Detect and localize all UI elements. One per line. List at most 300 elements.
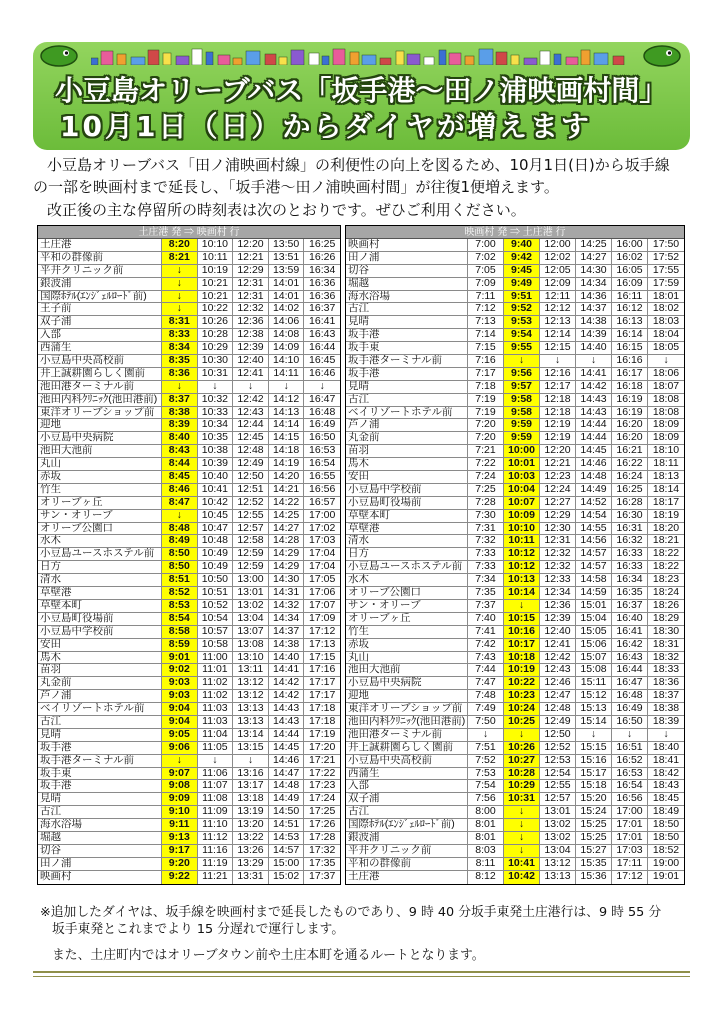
departure-time: 14:39: [576, 329, 612, 341]
table-row: [38, 690, 340, 703]
bus-icon: [39, 43, 79, 67]
table-row: [346, 664, 684, 677]
table-row: [38, 561, 340, 574]
table-row: [38, 780, 340, 793]
departure-time: 17:24: [309, 793, 336, 805]
departure-time: 12:15: [540, 342, 576, 354]
departure-time: 7:33: [468, 561, 504, 573]
new-trip-time: 8:48: [162, 523, 198, 535]
stop-name: 丸山: [346, 652, 468, 664]
stop-name: 坂手港: [346, 329, 468, 341]
departure-time: 14:30: [576, 265, 612, 277]
building-icon: [148, 50, 159, 65]
table-row: [38, 664, 340, 677]
intro-line3: 改正後の主な停留所の時刻表は次のとおりです。ぜひご利用ください。: [47, 201, 526, 219]
departure-time: 7:56: [468, 793, 504, 805]
table-row: [346, 471, 684, 484]
departure-time: 13:22: [233, 832, 269, 844]
departure-time: 12:40: [233, 355, 269, 367]
departure-time: 10:52: [198, 600, 234, 612]
departure-time: 12:31: [540, 535, 576, 547]
building-icon: [350, 52, 359, 65]
table-row: [346, 793, 684, 806]
stop-name: 入部: [38, 329, 162, 341]
building-icon: [581, 50, 590, 65]
departure-time: 15:14: [576, 716, 612, 728]
departure-time: 18:02: [652, 303, 680, 315]
stop-name: ベイリゾートホテル前: [38, 703, 162, 715]
departure-time: 13:12: [233, 677, 269, 689]
new-trip-time: 10:22: [504, 677, 540, 689]
stop-name: 双子浦: [346, 793, 468, 805]
departure-time: 15:27: [576, 845, 612, 857]
table-row: [346, 832, 684, 845]
departure-time: 16:18: [612, 381, 648, 393]
departure-time: 10:57: [198, 626, 234, 638]
departure-time: 14:41: [269, 664, 305, 676]
departure-time: 7:00: [468, 239, 504, 251]
new-trip-time: 10:24: [504, 703, 540, 715]
table-row: [346, 742, 684, 755]
departure-time: 18:13: [652, 471, 680, 483]
new-trip-time: 10:29: [504, 780, 540, 792]
table-row: [38, 291, 340, 304]
departure-time: 17:23: [309, 780, 336, 792]
departure-time: 10:21: [198, 278, 234, 290]
departure-time: 17:55: [652, 264, 680, 276]
table-row: [38, 703, 340, 716]
building-icon: [511, 55, 519, 65]
building-icon: [101, 51, 113, 65]
new-trip-time: 8:46: [162, 484, 198, 496]
departure-time: 14:38: [269, 639, 305, 651]
departure-time: 16:33: [612, 548, 648, 560]
departure-time: 14:48: [269, 780, 305, 792]
departure-time: 10:29: [198, 342, 234, 354]
stop-name: 双子浦: [38, 316, 162, 328]
departure-time: 14:42: [269, 677, 305, 689]
new-trip-time: ↓: [162, 381, 198, 393]
timetable-outbound: [37, 225, 341, 885]
departure-time: 12:29: [540, 510, 576, 522]
building-icon: [362, 55, 376, 65]
stop-name: 平和の群像前: [38, 252, 162, 264]
intro-line1: 小豆島オリーブバス「田ノ浦映画村線」の利便性の向上を図るため、10月1日(日)から坂手線: [47, 156, 670, 174]
departure-time: 16:25: [309, 239, 336, 250]
stop-name: 小豆島中央病院: [38, 432, 162, 444]
departure-time: 14:47: [269, 768, 305, 780]
departure-time: 10:47: [198, 523, 234, 535]
departure-time: 10:41: [198, 484, 234, 496]
departure-time: 12:48: [233, 445, 269, 457]
departure-time: 10:19: [198, 265, 234, 277]
departure-time: 12:54: [540, 768, 576, 780]
departure-time: 17:01: [612, 832, 648, 844]
stop-name: 小豆島中学校前: [38, 626, 162, 638]
new-trip-time: 9:04: [162, 703, 198, 715]
departure-time: 16:40: [612, 613, 648, 625]
departure-time: 12:40: [540, 626, 576, 638]
stop-name: 堀越: [38, 832, 162, 844]
table-row: [346, 252, 684, 265]
departure-time: 10:48: [198, 535, 234, 547]
building-icon: [594, 53, 608, 65]
departure-time: 14:49: [576, 484, 612, 496]
departure-time: 16:33: [612, 561, 648, 573]
new-trip-time: 10:04: [504, 484, 540, 496]
table-row: [346, 239, 684, 252]
departure-time: 18:08: [652, 406, 680, 418]
departure-time: 18:04: [652, 329, 680, 341]
departure-time: 12:16: [540, 368, 576, 380]
departure-time: 17:03: [612, 845, 648, 857]
new-trip-time: 10:09: [504, 510, 540, 522]
departure-time: 18:19: [652, 509, 680, 521]
departure-time: 12:00: [540, 239, 576, 251]
departure-time: 7:20: [468, 432, 504, 444]
table-row: [38, 432, 340, 445]
departure-time: 10:51: [198, 587, 234, 599]
table-row: [346, 535, 684, 548]
departure-time: 12:50: [540, 729, 576, 741]
building-icon: [479, 49, 493, 65]
departure-time: 12:43: [540, 664, 576, 676]
table-row: [38, 858, 340, 871]
departure-time: 17:17: [309, 690, 336, 702]
departure-time: 14:25: [576, 239, 612, 251]
departure-time: 18:40: [652, 741, 680, 753]
building-icon: [233, 58, 242, 65]
departure-time: 13:14: [233, 729, 269, 741]
departure-time: 16:24: [612, 471, 648, 483]
departure-time: 8:01: [468, 832, 504, 844]
departure-time: 14:59: [576, 587, 612, 599]
stop-name: 草壁港: [346, 523, 468, 535]
departure-time: 16:49: [309, 419, 336, 431]
stop-name: 竹生: [346, 626, 468, 638]
departure-time: 13:31: [233, 871, 269, 884]
departure-time: 14:32: [269, 600, 305, 612]
table-row: [346, 871, 684, 884]
intro-line2: の一部を映画村まで延長し、「坂手港～田ノ浦映画村間」が往復1便増えます。: [33, 178, 559, 196]
departure-time: ↓: [612, 729, 648, 741]
stop-name: 安田: [38, 639, 162, 651]
departure-time: 11:03: [198, 703, 234, 715]
new-trip-time: 9:06: [162, 742, 198, 754]
departure-time: 16:13: [612, 316, 648, 328]
departure-time: 16:41: [309, 316, 336, 328]
table-row: [346, 316, 684, 329]
table-row: [38, 458, 340, 471]
building-icon: [291, 50, 304, 65]
stop-name: 迎地: [346, 690, 468, 702]
table-row: [38, 381, 340, 394]
departure-time: 15:18: [576, 780, 612, 792]
new-trip-time: ↓: [162, 755, 198, 767]
new-trip-time: 9:02: [162, 664, 198, 676]
departure-time: 15:11: [576, 677, 612, 689]
stop-name: 切谷: [346, 265, 468, 277]
stop-name: 銀波浦: [38, 278, 162, 290]
new-trip-time: ↓: [162, 265, 198, 277]
stop-name: ベイリゾートホテル前: [346, 407, 468, 419]
departure-time: 14:57: [576, 561, 612, 573]
new-trip-time: 10:31: [504, 793, 540, 805]
departure-time: 12:55: [540, 780, 576, 792]
departure-time: 7:35: [468, 587, 504, 599]
stop-name: 池田港ターミナル前: [38, 381, 162, 393]
stop-name: 苗羽: [346, 445, 468, 457]
departure-time: 12:47: [540, 690, 576, 702]
table-row: [38, 755, 340, 768]
stop-name: 土庄港: [346, 871, 468, 884]
departure-time: 18:45: [652, 793, 680, 805]
departure-time: 12:32: [540, 561, 576, 573]
departure-time: 14:25: [269, 510, 305, 522]
departure-time: 16:51: [612, 742, 648, 754]
departure-time: 13:13: [233, 703, 269, 715]
table-row: [38, 677, 340, 690]
departure-time: 18:23: [652, 574, 680, 586]
departure-time: 17:25: [309, 806, 336, 818]
table-row: [346, 381, 684, 394]
departure-time: 11:05: [198, 742, 234, 754]
new-trip-time: 10:01: [504, 458, 540, 470]
new-trip-time: 9:05: [162, 729, 198, 741]
table-row: [346, 510, 684, 523]
new-trip-time: 10:12: [504, 548, 540, 560]
departure-time: 13:29: [233, 858, 269, 870]
departure-time: 15:16: [576, 755, 612, 767]
table-row: [38, 729, 340, 742]
departure-time: 11:21: [198, 871, 234, 884]
departure-time: 13:01: [540, 806, 576, 818]
departure-time: 11:04: [198, 729, 234, 741]
departure-time: ↓: [576, 355, 612, 367]
departure-time: 16:00: [612, 239, 648, 251]
departure-time: 10:45: [198, 510, 234, 522]
stop-name: 坂手東: [38, 768, 162, 780]
departure-time: 12:48: [540, 703, 576, 715]
departure-time: 7:53: [468, 768, 504, 780]
departure-time: 16:05: [612, 265, 648, 277]
departure-time: 18:09: [652, 432, 680, 444]
departure-time: 12:20: [233, 239, 269, 251]
stop-name: 古江: [346, 303, 468, 315]
stop-name: 国際ﾎﾃﾙ(ｴﾝｼﾞｪﾙﾛｰﾄﾞ前): [38, 291, 162, 303]
building-icon: [449, 53, 461, 65]
table-row: [346, 729, 684, 742]
departure-time: 7:44: [468, 664, 504, 676]
stop-name: 坂手港: [38, 742, 162, 754]
departure-time: 12:32: [233, 303, 269, 315]
departure-time: 7:11: [468, 291, 504, 303]
departure-time: 13:02: [233, 600, 269, 612]
new-trip-time: 10:00: [504, 445, 540, 457]
departure-time: 12:53: [540, 755, 576, 767]
stop-name: 丸金前: [38, 677, 162, 689]
new-trip-time: ↓: [162, 291, 198, 303]
departure-time: 12:11: [540, 291, 576, 303]
stop-name: 水木: [38, 535, 162, 547]
stop-name: 日方: [346, 548, 468, 560]
departure-time: 16:47: [309, 393, 336, 405]
stop-name: サン・オリーブ: [38, 510, 162, 522]
new-trip-time: 9:51: [504, 291, 540, 303]
departure-time: 17:59: [652, 277, 680, 289]
departure-time: 13:16: [233, 768, 269, 780]
departure-time: 7:42: [468, 639, 504, 651]
departure-time: 7:34: [468, 574, 504, 586]
building-icon: [246, 51, 260, 65]
new-trip-time: 10:03: [504, 471, 540, 483]
departure-time: 14:08: [269, 329, 305, 341]
stop-name: 見晴: [346, 316, 468, 328]
building-icon: [396, 51, 404, 65]
departure-time: 12:30: [540, 523, 576, 535]
stop-name: 水木: [346, 574, 468, 586]
departure-time: 17:37: [309, 870, 336, 882]
departure-time: 15:07: [576, 652, 612, 664]
departure-time: 7:30: [468, 510, 504, 522]
stop-name: 小豆島ユースホステル前: [346, 561, 468, 573]
new-trip-time: 9:52: [504, 303, 540, 315]
departure-time: 10:33: [198, 407, 234, 419]
departure-time: 17:00: [612, 806, 648, 818]
departure-time: 7:15: [468, 342, 504, 354]
departure-time: 17:09: [309, 612, 336, 624]
departure-time: 17:21: [309, 754, 336, 766]
departure-time: 17:03: [309, 535, 336, 547]
departure-time: 7:12: [468, 303, 504, 315]
stop-name: 小豆島中央高校前: [38, 355, 162, 367]
departure-time: 16:42: [612, 639, 648, 651]
stop-name: 馬木: [38, 652, 162, 664]
departure-time: 16:16: [612, 355, 648, 367]
departure-time: 16:53: [309, 445, 336, 457]
departure-time: 7:37: [468, 600, 504, 612]
departure-time: 8:01: [468, 819, 504, 831]
new-trip-time: 10:23: [504, 690, 540, 702]
departure-time: 18:03: [652, 316, 680, 328]
new-trip-time: 8:31: [162, 316, 198, 328]
table-row: [346, 278, 684, 291]
departure-time: 16:43: [612, 652, 648, 664]
new-trip-time: 8:58: [162, 626, 198, 638]
new-trip-time: ↓: [162, 510, 198, 522]
departure-time: 12:27: [540, 497, 576, 509]
table-row: [38, 355, 340, 368]
departure-time: 14:49: [269, 793, 305, 805]
departure-time: 17:50: [652, 239, 680, 250]
table-row: [38, 445, 340, 458]
departure-time: 17:17: [309, 677, 336, 689]
table-row: [38, 407, 340, 420]
departure-time: 7:41: [468, 626, 504, 638]
stop-name: 芦ノ浦: [38, 690, 162, 702]
departure-time: 16:11: [612, 291, 648, 303]
table-row: [38, 806, 340, 819]
new-trip-time: 10:42: [504, 871, 540, 884]
departure-time: 11:02: [198, 677, 234, 689]
departure-time: 14:48: [576, 471, 612, 483]
departure-time: 7:49: [468, 703, 504, 715]
table-row: [38, 639, 340, 652]
stop-name: 迎地: [38, 419, 162, 431]
departure-time: 10:26: [198, 316, 234, 328]
departure-time: 12:39: [233, 342, 269, 354]
departure-time: 17:04: [309, 561, 336, 573]
departure-time: 14:09: [269, 342, 305, 354]
departure-time: 10:49: [198, 548, 234, 560]
departure-time: 18:30: [652, 625, 680, 637]
departure-time: 13:15: [233, 742, 269, 754]
new-trip-time: 8:49: [162, 535, 198, 547]
building-icon: [424, 57, 434, 65]
departure-time: 16:22: [612, 458, 648, 470]
departure-time: 14:53: [269, 832, 305, 844]
new-trip-time: 9:09: [162, 793, 198, 805]
building-icon: [91, 58, 98, 65]
stop-name: 田ノ浦: [38, 858, 162, 870]
table-row: [38, 652, 340, 665]
new-trip-time: 9:03: [162, 677, 198, 689]
building-icon: [279, 57, 287, 65]
departure-time: 14:52: [576, 497, 612, 509]
departure-time: 7:13: [468, 316, 504, 328]
departure-time: 18:49: [652, 806, 680, 818]
departure-time: 13:13: [233, 716, 269, 728]
departure-time: 10:31: [198, 368, 234, 380]
departure-time: 10:40: [198, 471, 234, 483]
new-trip-time: ↓: [504, 729, 540, 741]
departure-time: 15:35: [576, 858, 612, 870]
departure-time: 17:26: [309, 819, 336, 831]
stop-name: 国際ﾎﾃﾙ(ｴﾝｼﾞｪﾙﾛｰﾄﾞ前): [346, 819, 468, 831]
new-trip-time: 8:44: [162, 458, 198, 470]
departure-time: 14:01: [269, 291, 305, 303]
stop-name: 小豆島町役場前: [346, 497, 468, 509]
departure-time: 14:15: [269, 432, 305, 444]
departure-time: 17:16: [309, 664, 336, 676]
departure-time: 14:27: [576, 252, 612, 264]
stop-name: 見晴: [38, 793, 162, 805]
new-trip-time: 8:54: [162, 613, 198, 625]
stop-name: 坂手港: [38, 780, 162, 792]
departure-time: 17:22: [309, 767, 336, 779]
new-trip-time: 8:39: [162, 419, 198, 431]
stop-name: 西蒲生: [38, 342, 162, 354]
departure-time: 12:21: [540, 458, 576, 470]
departure-time: 16:50: [612, 716, 648, 728]
departure-time: 16:56: [612, 793, 648, 805]
stop-name: 見晴: [38, 729, 162, 741]
departure-time: ↓: [198, 381, 234, 393]
departure-time: 16:43: [309, 329, 336, 341]
table-row: [346, 329, 684, 342]
departure-time: 14:44: [576, 419, 612, 431]
stop-name: 井上誠耕園らしく園前: [38, 368, 162, 380]
new-trip-time: 8:37: [162, 394, 198, 406]
table-row: [346, 845, 684, 858]
building-icon: [439, 50, 446, 65]
new-trip-time: 8:53: [162, 600, 198, 612]
departure-time: ↓: [663, 728, 669, 740]
new-trip-time: 9:01: [162, 652, 198, 664]
table-row: [38, 716, 340, 729]
departure-time: 14:43: [576, 394, 612, 406]
departure-time: 14:11: [269, 368, 305, 380]
